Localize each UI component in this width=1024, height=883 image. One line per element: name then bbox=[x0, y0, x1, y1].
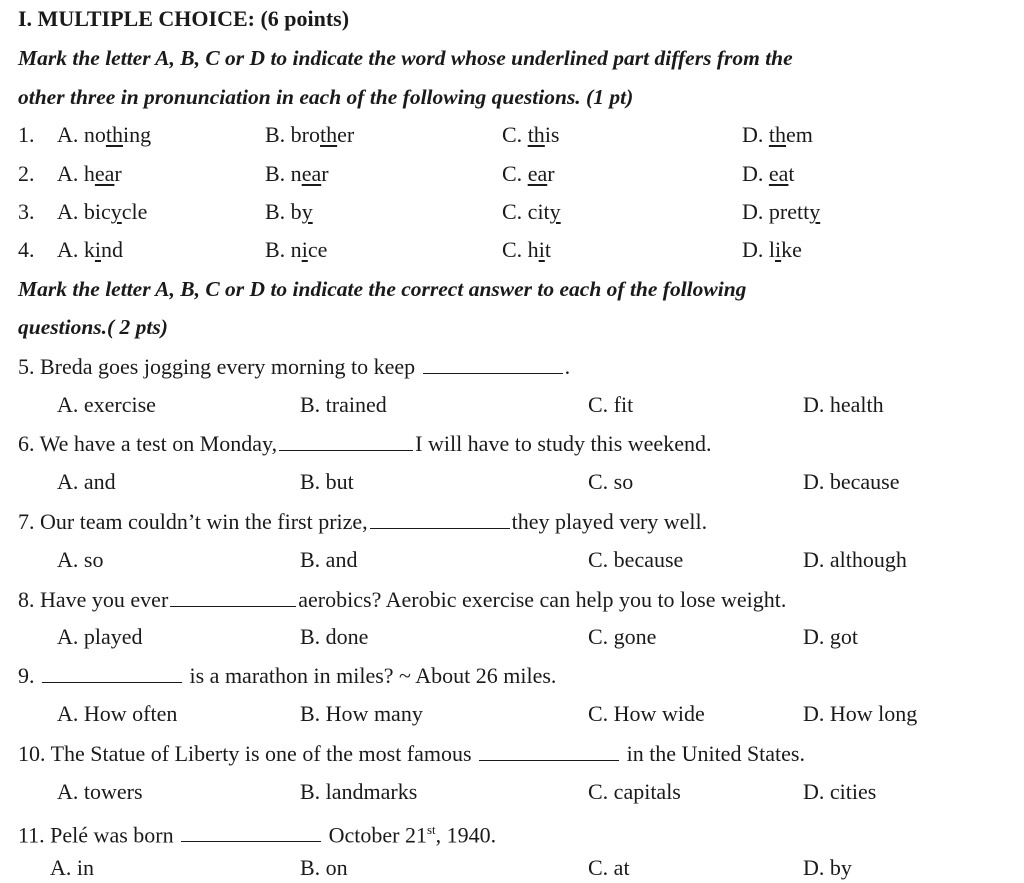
option-text: r bbox=[547, 161, 555, 186]
stem-text: 9. bbox=[18, 663, 35, 688]
option-text: ce bbox=[307, 237, 328, 262]
q7-option-c[interactable]: C. because bbox=[588, 547, 684, 572]
q5-option-b[interactable]: B. trained bbox=[300, 392, 387, 417]
underlined-part: i bbox=[775, 237, 782, 262]
question-9-stem bbox=[18, 660, 556, 691]
q7-option-a[interactable]: A. so bbox=[57, 547, 104, 572]
stem-text: 7. Our team couldn’t win the first prize, bbox=[18, 509, 368, 534]
question-number: 1. bbox=[18, 122, 35, 147]
q9-option-b[interactable]: B. How many bbox=[300, 701, 423, 726]
stem-text: . bbox=[564, 354, 571, 379]
option-text: A. bic bbox=[57, 199, 111, 224]
question-7-stem bbox=[18, 506, 707, 537]
question-10-stem bbox=[18, 738, 805, 769]
underlined-part: ea bbox=[94, 161, 115, 186]
question-6-stem bbox=[18, 428, 711, 459]
underlined-part: y bbox=[549, 199, 561, 224]
option-text: r bbox=[321, 161, 329, 186]
option-text: C. cit bbox=[502, 199, 550, 224]
underlined-part: i bbox=[538, 237, 545, 262]
q7-option-b[interactable]: B. and bbox=[300, 547, 358, 572]
option-d[interactable] bbox=[742, 120, 813, 150]
stem-text: in the United States. bbox=[626, 741, 805, 766]
option-text: t bbox=[788, 161, 795, 186]
stem-text: 5. Breda goes jogging every morning to keep bbox=[18, 354, 416, 379]
option-text: A. k bbox=[57, 237, 95, 262]
option-a[interactable] bbox=[57, 235, 123, 265]
q8-option-d[interactable]: D. got bbox=[803, 624, 858, 649]
option-text: A. h bbox=[57, 161, 95, 186]
q10-option-d[interactable]: D. cities bbox=[803, 779, 877, 804]
option-text: ing bbox=[123, 122, 152, 147]
stem-text: I will have to study this weekend. bbox=[415, 431, 712, 456]
stem-text: 10. The Statue of Liberty is one of the most famous bbox=[18, 741, 472, 766]
underlined-part: y bbox=[809, 199, 821, 224]
option-c[interactable] bbox=[502, 159, 555, 189]
option-d[interactable] bbox=[742, 159, 795, 189]
stem-text: 11. Pelé was born bbox=[18, 822, 174, 848]
q5-option-a[interactable]: A. exercise bbox=[57, 392, 156, 417]
instruction-pronunciation-line2: other three in pronunciation in each of the following questions. (1 pt) bbox=[18, 85, 634, 109]
underlined-part: i bbox=[94, 237, 102, 262]
option-text: C. h bbox=[502, 237, 539, 262]
underlined-part: th bbox=[527, 122, 545, 147]
option-text: D. bbox=[742, 161, 769, 186]
question-5-stem bbox=[18, 351, 570, 382]
stem-text: October 21 bbox=[328, 822, 427, 848]
underlined-part: th bbox=[768, 122, 787, 147]
option-d[interactable] bbox=[742, 197, 820, 227]
answer-blank bbox=[170, 584, 296, 607]
underlined-part: th bbox=[105, 122, 124, 147]
option-text: C. bbox=[502, 122, 528, 147]
answer-blank bbox=[479, 738, 619, 761]
stem-text: , 1940. bbox=[435, 822, 497, 848]
q11-option-d[interactable]: D. by bbox=[803, 855, 852, 880]
q11-option-c[interactable]: C. at bbox=[588, 855, 630, 880]
underlined-part: i bbox=[301, 237, 308, 262]
option-a[interactable] bbox=[57, 120, 151, 150]
q8-option-b[interactable]: B. done bbox=[300, 624, 369, 649]
q9-option-c[interactable]: C. How wide bbox=[588, 701, 705, 726]
option-a[interactable] bbox=[57, 197, 147, 227]
option-c[interactable] bbox=[502, 197, 561, 227]
q10-option-c[interactable]: C. capitals bbox=[588, 779, 681, 804]
option-text: nd bbox=[101, 237, 124, 262]
option-text: D. prett bbox=[742, 199, 810, 224]
instruction-pronunciation-line1: Mark the letter A, B, C or D to indicate the word whose underlined part differs from the bbox=[18, 46, 793, 70]
question-number: 4. bbox=[18, 237, 35, 262]
option-text: t bbox=[544, 237, 551, 262]
q9-option-d[interactable]: D. How long bbox=[803, 701, 918, 726]
q11-option-b[interactable]: B. on bbox=[300, 855, 348, 880]
stem-text: 6. We have a test on Monday, bbox=[18, 431, 278, 456]
option-b[interactable] bbox=[265, 235, 327, 265]
answer-blank bbox=[370, 506, 510, 529]
answer-blank bbox=[42, 660, 182, 683]
underlined-part: y bbox=[110, 199, 122, 224]
option-text: em bbox=[786, 122, 813, 147]
q10-option-b[interactable]: B. landmarks bbox=[300, 779, 418, 804]
underlined-part: ea bbox=[768, 161, 789, 186]
option-b[interactable] bbox=[265, 120, 354, 150]
option-text: B. b bbox=[265, 199, 302, 224]
question-number: 3. bbox=[18, 199, 35, 224]
option-c[interactable] bbox=[502, 120, 560, 150]
stem-text: is a marathon in miles? ~ About 26 miles. bbox=[189, 663, 557, 688]
q8-option-c[interactable]: C. gone bbox=[588, 624, 657, 649]
section-title: I. MULTIPLE CHOICE: (6 points) bbox=[18, 6, 350, 31]
option-text: r bbox=[114, 161, 122, 186]
underlined-part: ea bbox=[527, 161, 548, 186]
stem-text: aerobics? Aerobic exercise can help you to lose weight. bbox=[298, 587, 787, 612]
question-8-stem bbox=[18, 584, 786, 615]
q5-option-c[interactable]: C. fit bbox=[588, 392, 634, 417]
option-text: ke bbox=[781, 237, 802, 262]
q8-option-a[interactable]: A. played bbox=[57, 624, 143, 649]
option-c[interactable] bbox=[502, 235, 551, 265]
option-text: A. no bbox=[57, 122, 106, 147]
q6-option-b[interactable]: B. but bbox=[300, 469, 354, 494]
underlined-part: ea bbox=[301, 161, 322, 186]
option-text: D. bbox=[742, 122, 769, 147]
q6-option-d[interactable]: D. because bbox=[803, 469, 900, 494]
underlined-part: th bbox=[320, 122, 338, 147]
question-number: 2. bbox=[18, 161, 35, 186]
instruction-answer-line2: questions.( 2 pts) bbox=[18, 315, 168, 339]
option-a[interactable] bbox=[57, 159, 122, 189]
q10-option-a[interactable]: A. towers bbox=[57, 779, 143, 804]
stem-text: they played very well. bbox=[511, 509, 708, 534]
stem-text: 8. Have you ever bbox=[18, 587, 169, 612]
option-text: is bbox=[544, 122, 560, 147]
ordinal-suffix: st bbox=[426, 822, 436, 837]
instruction-answer-line1: Mark the letter A, B, C or D to indicate the correct answer to each of the following bbox=[18, 277, 747, 301]
option-text: er bbox=[337, 122, 355, 147]
option-d[interactable] bbox=[742, 235, 802, 265]
q5-option-d[interactable]: D. health bbox=[803, 392, 884, 417]
option-b[interactable] bbox=[265, 159, 329, 189]
answer-blank bbox=[279, 428, 413, 451]
answer-blank bbox=[181, 819, 321, 842]
option-text: C. bbox=[502, 161, 528, 186]
option-b[interactable] bbox=[265, 197, 313, 227]
option-text: B. n bbox=[265, 237, 302, 262]
q6-option-a[interactable]: A. and bbox=[57, 469, 116, 494]
question-11-stem bbox=[18, 815, 496, 850]
option-text: B. n bbox=[265, 161, 302, 186]
q9-option-a[interactable]: A. How often bbox=[57, 701, 178, 726]
answer-blank bbox=[423, 351, 563, 374]
option-text: B. bro bbox=[265, 122, 320, 147]
option-text: D. l bbox=[742, 237, 775, 262]
option-text: cle bbox=[121, 199, 148, 224]
q7-option-d[interactable]: D. although bbox=[803, 547, 907, 572]
q6-option-c[interactable]: C. so bbox=[588, 469, 634, 494]
q11-option-a[interactable]: A. in bbox=[50, 855, 94, 880]
underlined-part: y bbox=[301, 199, 313, 224]
